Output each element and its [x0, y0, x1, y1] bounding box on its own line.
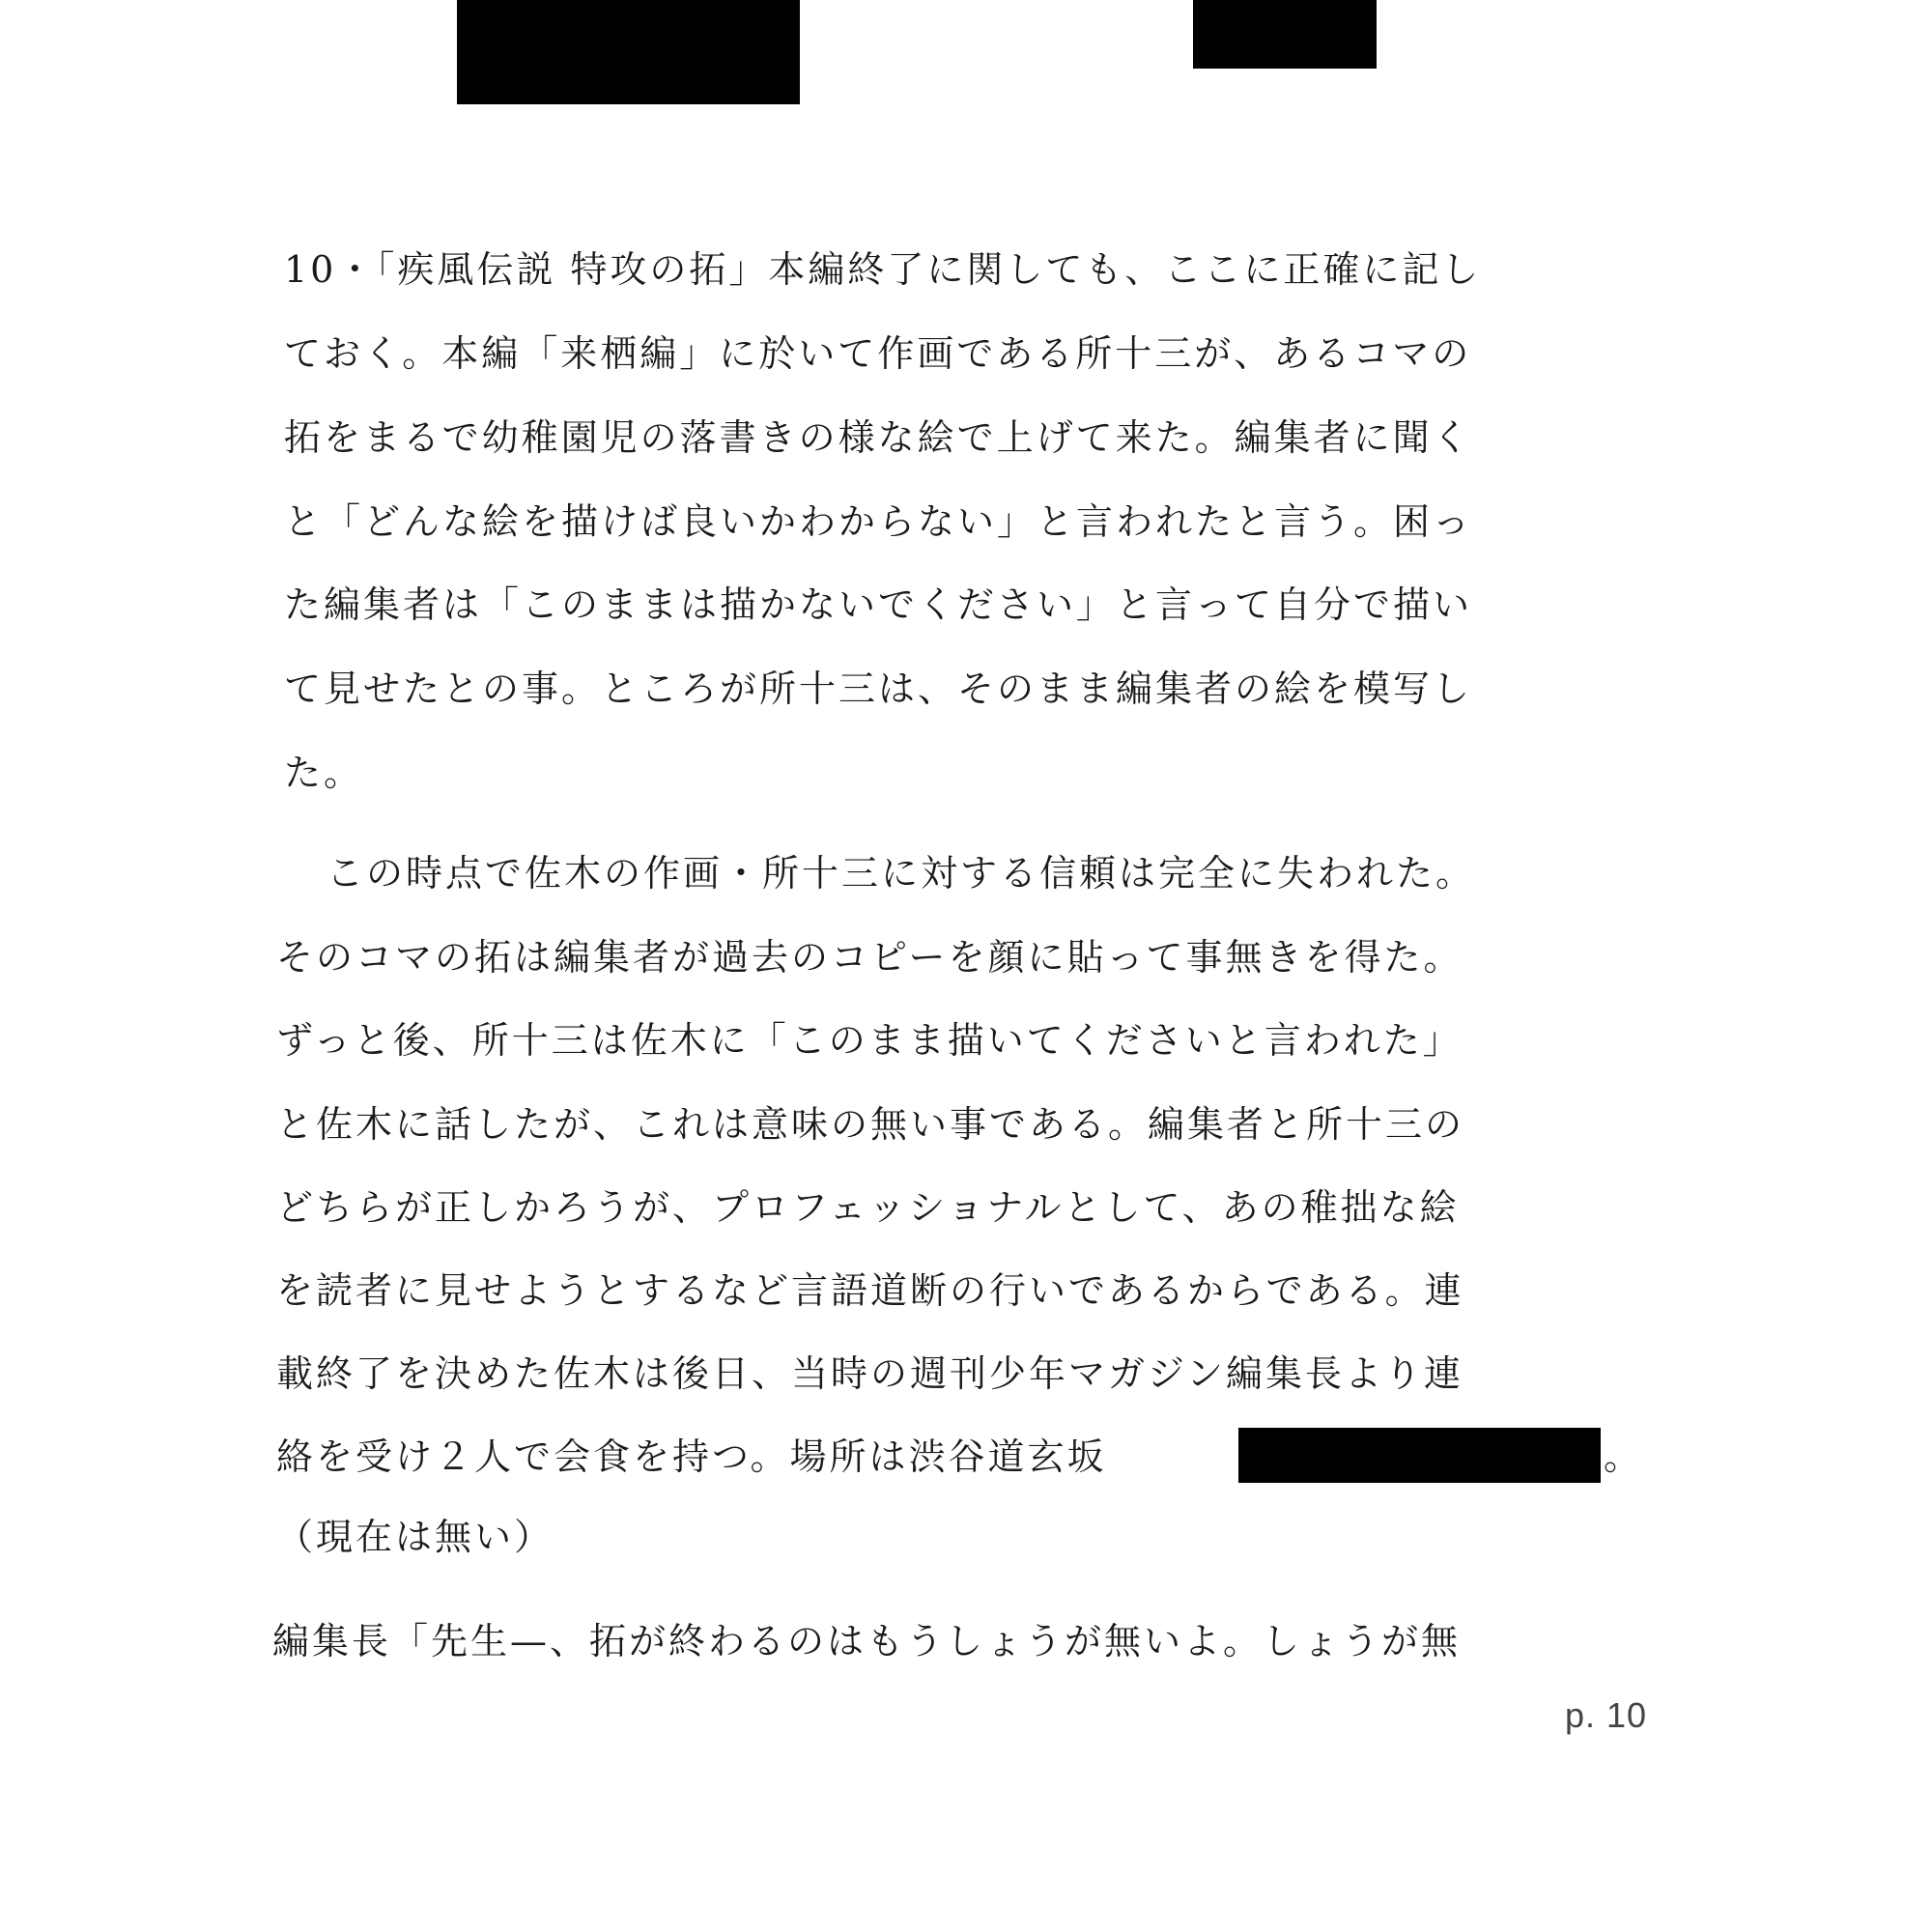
- text-line: 拓をまるで幼稚園児の落書きの様な絵で上げて来た。編集者に聞く: [284, 416, 1472, 459]
- redaction-block-top-right: [1193, 0, 1377, 69]
- text-line: 編集長「先生—、拓が終わるのはもうしょうが無いよ。しょうが無: [272, 1620, 1462, 1662]
- text-line: ずっと後、所十三は佐木に「このまま描いてくださいと言われた」: [276, 1019, 1463, 1062]
- text-line: 10・「疾風伝説 特攻の拓」本編終了に関しても、ここに正確に記し: [284, 248, 1482, 291]
- text-line: た編集者は「このままは描かないでください」と言って自分で描い: [284, 583, 1473, 626]
- text-line: て見せたとの事。ところが所十三は、そのまま編集者の絵を模写し: [284, 668, 1473, 710]
- text-line: どちらが正しかろうが、プロフェッショナルとして、あの稚拙な絵: [276, 1186, 1460, 1229]
- redaction-block-inline: [1238, 1428, 1601, 1483]
- text-line: 絡を受け２人で会食を持つ。場所は渋谷道玄坂: [276, 1435, 1107, 1478]
- text-line: 載終了を決めた佐木は後日、当時の週刊少年マガジン編集長より連: [276, 1352, 1464, 1395]
- text-line: と佐木に話したが、これは意味の無い事である。編集者と所十三の: [276, 1103, 1465, 1146]
- text-line-period: 。: [1604, 1435, 1644, 1478]
- text-line: た。: [284, 752, 364, 794]
- text-line: ておく。本編「来栖編」に於いて作画である所十三が、あるコマの: [284, 332, 1472, 375]
- page-number: p. 10: [1565, 1695, 1648, 1735]
- text-line: （現在は無い）: [276, 1516, 554, 1558]
- text-line: を読者に見せようとするなど言語道断の行いであるからである。連: [276, 1269, 1464, 1312]
- text-line: この時点で佐木の作画・所十三に対する信頼は完全に失われた。: [327, 852, 1476, 895]
- text-line: と「どんな絵を描けば良いかわからない」と言われたと言う。困っ: [284, 500, 1473, 543]
- text-line: そのコマの拓は編集者が過去のコピーを顔に貼って事無きを得た。: [276, 936, 1463, 979]
- redaction-block-top-left: [457, 0, 800, 104]
